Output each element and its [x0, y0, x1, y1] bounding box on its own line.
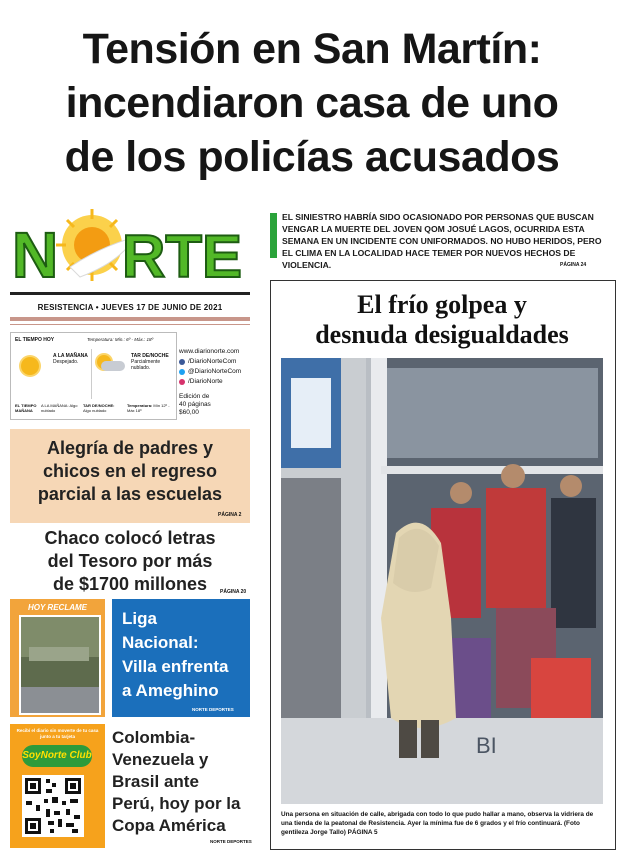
weather-footer-b: TAR DE/NOCHE: Algo nublado — [83, 403, 115, 413]
reclame-photo — [19, 615, 101, 715]
divider — [91, 349, 92, 399]
web-info — [179, 347, 241, 387]
colombia-line: Venezuela y — [112, 750, 209, 769]
page-ref: PÁGINA 20 — [220, 589, 247, 595]
weather-temp-today: Temperatura: Mín.: 6º - Máx.: 18º — [87, 337, 154, 342]
weather-title: EL TIEMPO HOY — [15, 337, 55, 343]
chaco-line: de $1700 millones — [52, 574, 208, 594]
weather-night — [131, 353, 176, 371]
edition-price: $60,00 — [179, 409, 199, 416]
main-headline[interactable] — [8, 22, 616, 184]
reclame-title: HOY RECLAME — [28, 603, 87, 612]
alegria-line: parcial a las escuelas — [37, 484, 223, 504]
colombia-line: Copa América — [112, 816, 226, 835]
weather-box — [10, 332, 177, 420]
store-sign-text: BI — [476, 733, 497, 758]
headline-line: de los policías acusados — [64, 133, 560, 181]
edition-info — [179, 393, 211, 417]
soynorte-logo: SoyNorte Club — [22, 745, 92, 767]
frio-photo[interactable] — [281, 358, 603, 804]
facebook-link[interactable]: /DiarioNorteCom — [179, 357, 241, 367]
chaco-line: Chaco colocó letras — [44, 528, 216, 548]
website-link[interactable]: www.diarionorte.com — [179, 348, 240, 355]
frio-title-line: El frío golpea y — [357, 290, 527, 319]
norte-logo[interactable] — [10, 207, 250, 289]
date-rule — [10, 324, 250, 325]
headline-subhead: EL SINIESTRO HABRÍA SIDO OCASIONADO POR PERSONAS QUE BUSCAN VENGAR LA MUERTE DEL JOVEN QOM JOSUÉ LAGOS, OCURRIDA ESTA SEMANA EN UN INCIDENTE CON UNIFORMADOS. NO HUBO HERIDOS, PERO EL CLIMA EN LA LOCALIDAD HACE TEMER POR NUEVOS HECHOS DE VIOLENCIA. — [282, 212, 602, 270]
qr-code-icon — [22, 775, 84, 837]
page-ref: PÁGINA 2 — [218, 512, 242, 518]
subhead-accent-bar — [270, 213, 277, 258]
logo-letter: N — [12, 219, 59, 289]
liga-line: Villa enfrenta — [122, 657, 229, 676]
alegria-line: Alegría de padres y — [46, 438, 214, 458]
frio-title-line: desnuda desigualdades — [315, 320, 569, 349]
chaco-line: del Tesoro por más — [47, 551, 213, 571]
liga-line: Liga — [122, 609, 157, 628]
date-rule — [10, 317, 250, 321]
facebook-icon — [179, 359, 185, 365]
colombia-line: Perú, hoy por la — [112, 794, 241, 813]
alegria-headline[interactable] — [10, 437, 250, 506]
edition-pages: 40 páginas — [179, 401, 211, 408]
cloud-icon — [101, 361, 125, 371]
weather-footer-a-label: EL TIEMPO MAÑANA — [15, 403, 37, 413]
liga-line: a Ameghino — [122, 681, 219, 700]
dateline: RESISTENCIA • JUEVES 17 DE JUNIO DE 2021 — [37, 303, 223, 312]
weather-morning — [53, 353, 88, 365]
headline-line: incendiaron casa de uno — [65, 79, 559, 127]
shop-window-image — [281, 358, 603, 804]
frio-headline[interactable] — [270, 290, 614, 350]
colombia-headline[interactable] — [112, 727, 252, 837]
weather-footer-c: Temperatura: Mín 12º - Máx 18º — [127, 403, 170, 413]
twitter-icon — [179, 369, 185, 375]
norte-logo-graphic — [10, 207, 250, 289]
weather-footer-a: A LA MAÑANA: Algo nublado — [41, 403, 78, 413]
morning-label: A LA MAÑANA — [53, 353, 88, 359]
liga-line: Nacional: — [122, 633, 199, 652]
logo-rule — [10, 292, 250, 295]
page-ref: PÁGINA 24 — [560, 262, 587, 268]
sun-icon — [21, 357, 39, 375]
headline-line: Tensión en San Martín: — [82, 25, 542, 73]
section-tag: NORTE DEPORTES — [210, 839, 252, 844]
morning-desc: Despejado. — [53, 359, 79, 365]
svg-text:RTE: RTE — [122, 223, 242, 289]
section-tag: NORTE DEPORTES — [192, 707, 234, 712]
frio-photo-caption: Una persona en situación de calle, abrigada con todo lo que pudo hallar a mano, observa la vidriera de una tienda de la peatonal de Resistencia. Ayer la mínima fue de 6 grados y el frío continuará. (Foto gentileza Jorge Tallo) PÁGINA 5 — [281, 811, 594, 836]
edition-line: Edición de — [179, 393, 210, 400]
liga-headline[interactable] — [122, 607, 247, 703]
night-label: TAR DE/NOCHE — [131, 353, 169, 359]
instagram-icon — [179, 379, 185, 385]
instagram-link[interactable]: /DiarioNorte — [179, 377, 241, 387]
alegria-line: chicos en el regreso — [42, 461, 218, 481]
colombia-line: Brasil ante — [112, 772, 199, 791]
twitter-link[interactable]: @DiarioNorteCom — [179, 367, 241, 377]
ad-text: Recibí el diario sin moverte de tu casa junto a tu tarjeta — [16, 728, 99, 739]
colombia-line: Colombia- — [112, 728, 196, 747]
chaco-headline[interactable] — [10, 527, 250, 596]
night-desc: Parcialmente nublado. — [131, 359, 161, 371]
